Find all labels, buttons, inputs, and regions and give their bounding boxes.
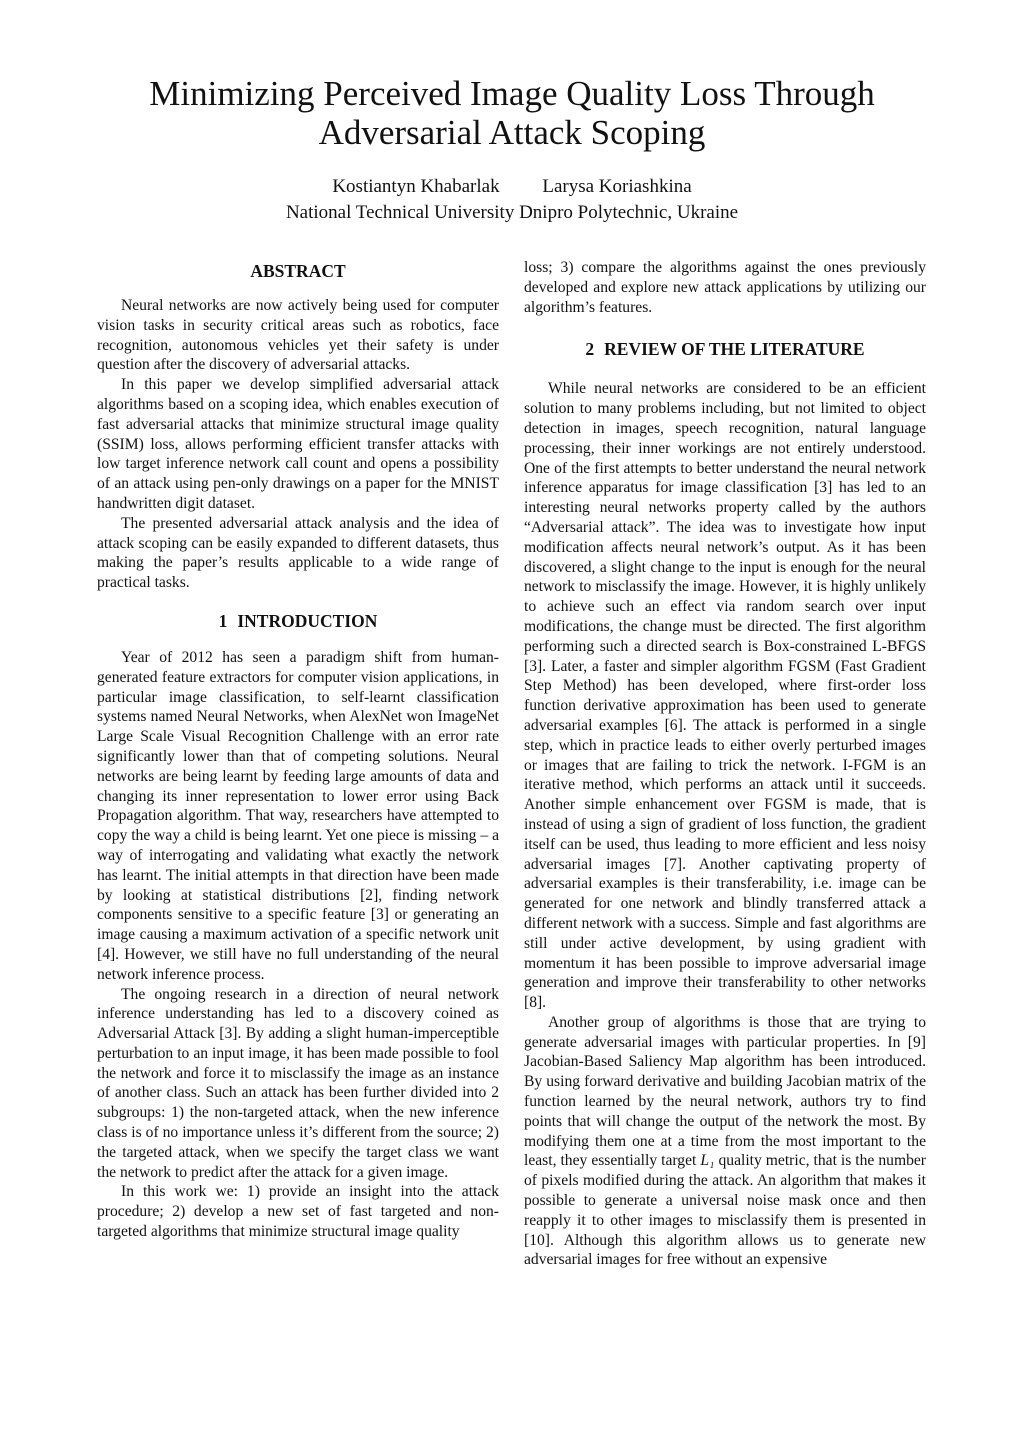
title-line-1: Minimizing Perceived Image Quality Loss Through xyxy=(149,74,875,113)
section-title: INTRODUCTION xyxy=(237,610,378,631)
abstract-paragraph: Neural networks are now actively being used for computer vision tasks in security critical areas such as robotics, face recognition, autonomous vehicles yet their safety is under question after the discovery of adversarial attacks. xyxy=(97,297,499,374)
body-paragraph-continued: loss; 3) compare the algorithms against the ones previously developed and explore new attack applications by utilizing our algorithm’s features. xyxy=(524,259,926,316)
abstract-paragraph: The presented adversarial attack analysis and the idea of attack scoping can be easily expanded to different datasets, thus making the paper’s results applicable to a wide range of practical tasks. xyxy=(97,514,499,592)
section-number: 2 xyxy=(585,339,595,360)
body-paragraph xyxy=(524,1013,926,1270)
section-heading-review xyxy=(524,338,926,360)
author-block xyxy=(0,174,1024,226)
title-line-2: Adversarial Attack Scoping xyxy=(318,113,706,152)
author-affiliation: National Technical University Dnipro Polytechnic, Ukraine xyxy=(285,202,739,223)
left-column xyxy=(97,258,499,1242)
author-name: Kostiantyn Khabarlak xyxy=(332,176,500,197)
text-run: Another group of algorithms is those that are trying to generate adversarial images with particular properties. In [9] Jacobian-Based Saliency Map algorithm has been introduced. By using forward derivative and building Jacobian matrix of the function learned by the neural network, authors try to find points that will change the output of the network the most. By modifying them one at a time from the most important to the least, they essentially target xyxy=(524,1013,926,1170)
paper-title xyxy=(0,74,1024,152)
body-paragraph: The ongoing research in a direction of neural network inference understanding has led to a discovery coined as Adversarial Attack [3]. By adding a slight human-imperceptible perturbation to an input image, it has been made possible to fool the network and force it to misclassify the image as an instance of another class. Such an attack has been further divided into 2 subgroups: 1) the non-targeted attack, when the new inference class is of no importance unless it’s different from the source; 2) the targeted attack, when we specify the target class we want the network to predict after the attack for a given image. xyxy=(97,985,499,1181)
author-names xyxy=(0,174,1024,200)
right-column xyxy=(524,258,926,1270)
body-paragraph: Year of 2012 has seen a paradigm shift from human-generated feature extractors for computer vision applications, in particular image classification, to self-learnt classification systems named Neural Networks, when AlexNet won ImageNet Large Scale Visual Recognition Challenge with an error rate significantly lower than that of competing solutions. Neural networks are being learnt by feeding large amounts of data and changing its inner representation to lower error using Back Propagation algorithm. That way, researchers have attempted to copy the way a child is being learnt. Yet one piece is missing – a way of interrogating and validating what exactly the network has learnt. The initial attempts in that direction have been made by looking at statistical distributions [2], finding network components sensitive to a specific feature [3] or generating an image causing a maximum activation of a specific network unit [4]. However, we still have no full understanding of the neural network inference process. xyxy=(97,648,499,983)
section-title: REVIEW OF THE LITERATURE xyxy=(604,339,865,360)
section-heading-introduction xyxy=(97,610,499,632)
math-symbol: L₁ xyxy=(700,1152,715,1170)
section-number: 1 xyxy=(218,610,228,631)
body-paragraph: While neural networks are considered to be an efficient solution to many problems including, but not limited to object detection in images, speech recognition, natural language processing, their inner workings are not entirely understood. One of the first attempts to better understand the neural network inference apparatus for image classification [3] has led to an interesting neural networks property called by the authors “Adversarial attack”. The idea was to investigate how input modification affects neural network’s output. As it has been discovered, a slight change to the input is enough for the neural network to misclassify the image. However, it is highly unlikely to achieve such an effect via random search over input modifications, the change must be directed. The first algorithm performing such a directed search is Box-constrained L-BFGS [3]. Later, a faster and simpler algorithm FGSM (Fast Gradient Step Method) has been developed, where first-order loss function derivative approximation has been used to generate adversarial examples [6]. The attack is performed in a single step, which in practice leads to either overly perturbed images or images that are failing to trick the network. I-FGM is an iterative method, which performs an attack until it succeeds. Another simple enhancement over FGSM is made, that is instead of using a sign of gradient of loss function, the gradient itself can be used, thus leading to more efficient and less noisy adversarial images [7]. Another captivating property of adversarial examples is their transferability, i.e. image can be generated for one network and blindly transferred attack a different network with a success. Simple and fast algorithms are still under active development, by using gradient with momentum it has been possible to improve adversarial image generation and improve their transferability to other networks [8]. xyxy=(524,380,926,1012)
author-name: Larysa Koriashkina xyxy=(542,176,692,197)
text-run: quality metric, that is the number of pixels modified during the attack. An algorithm that makes it possible to generate a universal noise mask once and then reapply it to other images to misclassify them is presented in [10]. Although this algorithm allows us to generate new adversarial images for free without an expensive xyxy=(524,1152,926,1269)
abstract-paragraph: In this paper we develop simplified adversarial attack algorithms based on a scoping idea, which enables execution of fast adversarial attacks that minimize structural image quality (SSIM) loss, allows performing efficient transfer attacks with low target inference network call count and opens a possibility of an attack using pen-only drawings on a paper for the MNIST handwritten digit dataset. xyxy=(97,376,499,512)
body-paragraph: In this work we: 1) provide an insight into the attack procedure; 2) develop a new set of fast targeted and non-targeted algorithms that minimize structural image quality xyxy=(97,1183,499,1241)
abstract-heading: ABSTRACT xyxy=(250,261,346,281)
